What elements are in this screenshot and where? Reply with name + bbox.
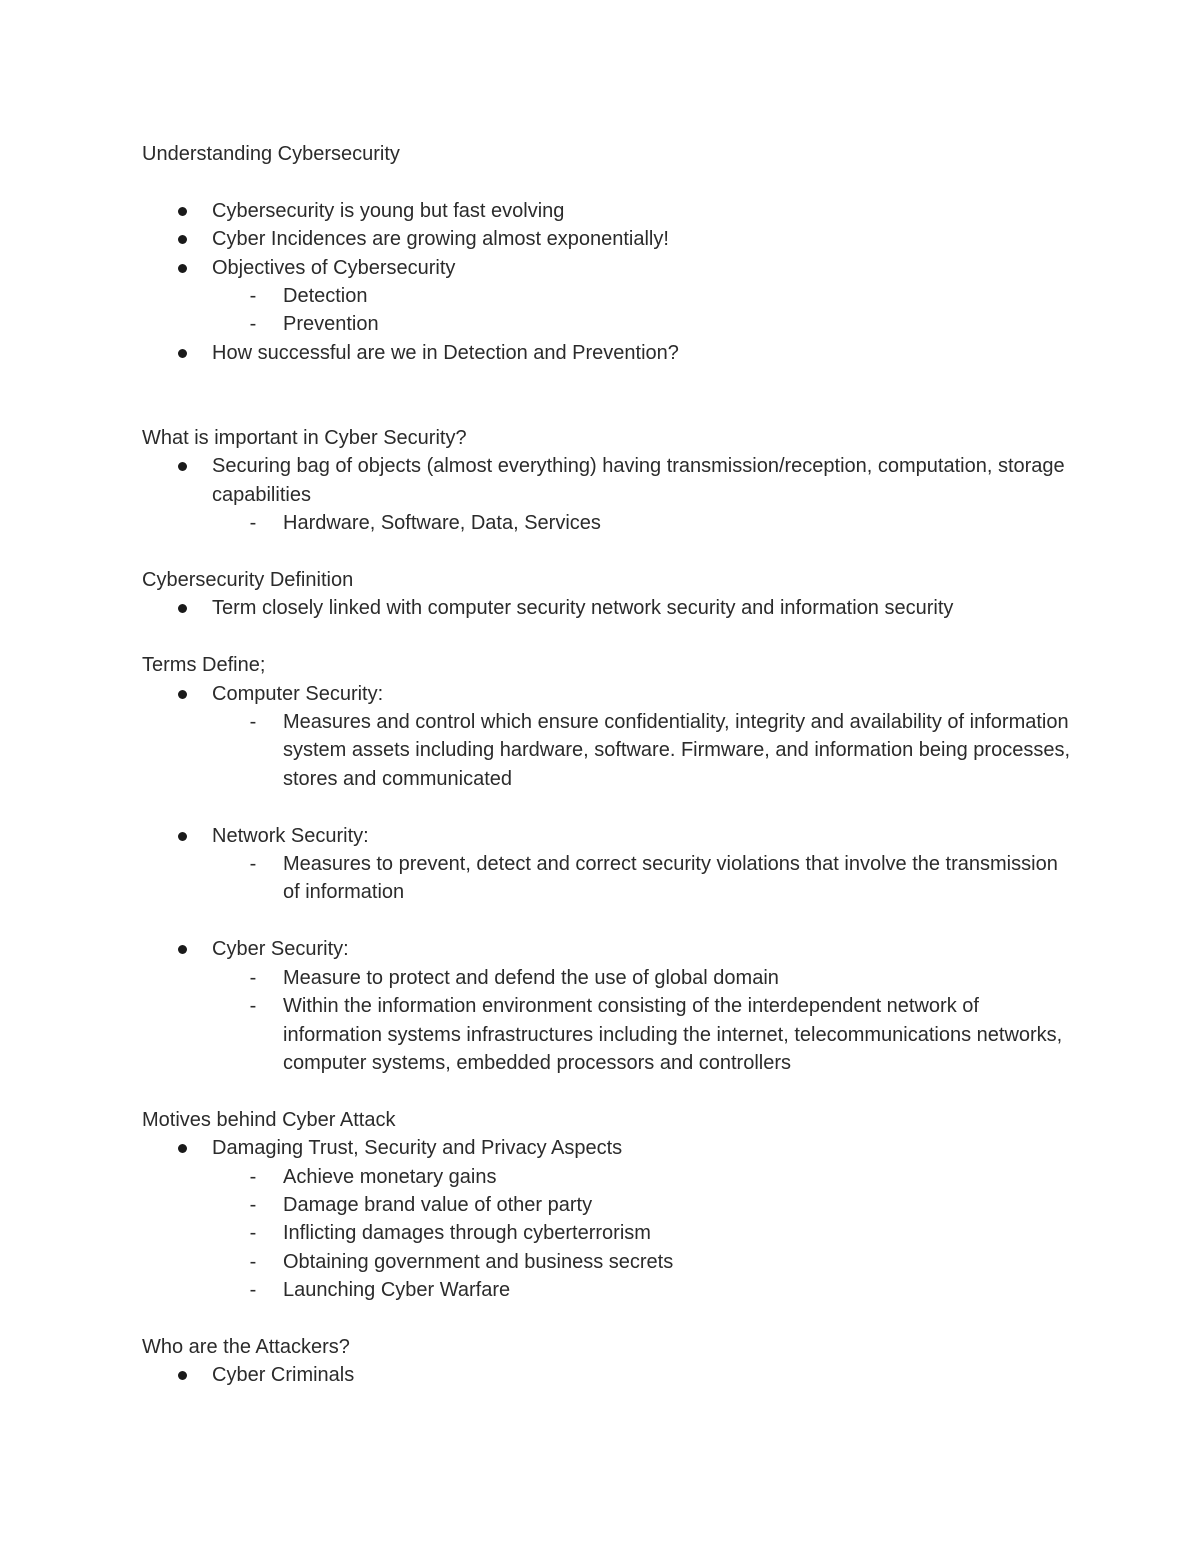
dash-icon: - — [249, 966, 257, 989]
dash-icon: - — [249, 1222, 257, 1245]
bullet-icon — [178, 264, 187, 273]
bullet-item — [212, 935, 1072, 1077]
sub-item — [249, 850, 1072, 907]
dash-icon: - — [249, 313, 257, 336]
bullet-list — [142, 1361, 1072, 1389]
bullet-text: Objectives of Cybersecurity — [212, 256, 456, 279]
sub-item — [249, 708, 1072, 793]
section-heading: Terms Define; — [142, 654, 266, 677]
bullet-item — [212, 254, 1072, 339]
bullet-icon — [178, 1144, 187, 1153]
bullet-icon — [178, 945, 187, 954]
dash-icon: - — [249, 711, 257, 734]
sub-item — [249, 1191, 1072, 1219]
bullet-icon — [178, 1371, 187, 1380]
sub-item — [249, 509, 1072, 537]
sub-text: Measures and control which ensure confidentiality, integrity and availability of information system assets including hardware, software. Firmware, and information being processes, stores and communicated — [283, 711, 1071, 790]
bullet-item — [212, 594, 1072, 622]
sub-list — [212, 1163, 1072, 1305]
sub-text: Hardware, Software, Data, Services — [283, 512, 601, 535]
sub-item — [249, 282, 1072, 310]
bullet-text: Securing bag of objects (almost everything) having transmission/reception, computation, storage capabilities — [212, 455, 1065, 506]
sub-item — [249, 1276, 1072, 1304]
sub-list — [212, 850, 1072, 907]
sub-item — [249, 310, 1072, 338]
bullet-text: Computer Security: — [212, 682, 384, 705]
dash-icon: - — [249, 1250, 257, 1273]
bullet-icon — [178, 207, 187, 216]
dash-icon: - — [249, 995, 257, 1018]
section-heading: Motives behind Cyber Attack — [142, 1108, 396, 1131]
sub-list — [212, 708, 1072, 793]
bullet-text: Cyber Incidences are growing almost exponentially! — [212, 228, 669, 251]
bullet-icon — [178, 832, 187, 841]
bullet-icon — [178, 462, 187, 471]
bullet-list — [142, 1134, 1072, 1304]
dash-icon: - — [249, 285, 257, 308]
bullet-list — [142, 452, 1072, 537]
section-heading: Cybersecurity Definition — [142, 569, 354, 592]
bullet-text: Network Security: — [212, 824, 369, 847]
bullet-list — [142, 197, 1072, 367]
bullet-icon — [178, 690, 187, 699]
sub-list — [212, 509, 1072, 537]
sub-list — [212, 964, 1072, 1078]
section-heading: What is important in Cyber Security? — [142, 427, 467, 450]
bullet-list — [142, 935, 1072, 1077]
bullet-item — [212, 339, 1072, 367]
sub-text: Prevention — [283, 313, 379, 336]
bullet-text: Cyber Security: — [212, 938, 349, 961]
bullet-item — [212, 1361, 1072, 1389]
sub-text: Measures to prevent, detect and correct security violations that involve the transmission of information — [283, 853, 1058, 904]
dash-icon: - — [249, 1193, 257, 1216]
section-cybersecurity-definition — [142, 566, 1072, 623]
document-page — [142, 140, 1072, 1390]
sub-text: Within the information environment consisting of the interdependent network of information systems infrastructures including the internet, telecommunications networks, computer systems, embedded processors and controllers — [283, 995, 1063, 1074]
bullet-item — [212, 197, 1072, 225]
sub-item — [249, 1248, 1072, 1276]
sub-item — [249, 1163, 1072, 1191]
sub-text: Inflicting damages through cyberterrorism — [283, 1222, 651, 1245]
bullet-text: How successful are we in Detection and Prevention? — [212, 341, 679, 364]
bullet-item — [212, 822, 1072, 907]
sub-text: Measure to protect and defend the use of global domain — [283, 966, 779, 989]
bullet-list — [142, 594, 1072, 622]
sub-item — [249, 992, 1072, 1077]
bullet-text: Cyber Criminals — [212, 1364, 355, 1387]
dash-icon: - — [249, 512, 257, 535]
dash-icon: - — [249, 1279, 257, 1302]
section-understanding-cybersecurity — [142, 140, 1072, 367]
sub-text: Detection — [283, 285, 368, 308]
bullet-icon — [178, 349, 187, 358]
bullet-text: Damaging Trust, Security and Privacy Aspects — [212, 1137, 623, 1160]
dash-icon: - — [249, 1165, 257, 1188]
sub-item — [249, 964, 1072, 992]
bullet-item — [212, 225, 1072, 253]
bullet-icon — [178, 235, 187, 244]
section-heading: Understanding Cybersecurity — [142, 143, 400, 165]
section-heading: Who are the Attackers? — [142, 1335, 350, 1358]
bullet-text: Term closely linked with computer security network security and information security — [212, 597, 954, 620]
bullet-list — [142, 680, 1072, 794]
bullet-item — [212, 1134, 1072, 1304]
section-what-is-important — [142, 424, 1072, 538]
sub-text: Damage brand value of other party — [283, 1193, 593, 1216]
bullet-text: Cybersecurity is young but fast evolving — [212, 199, 565, 222]
dash-icon: - — [249, 853, 257, 876]
sub-item — [249, 1219, 1072, 1247]
section-who-are-attackers — [142, 1333, 1072, 1390]
sub-text: Obtaining government and business secrets — [283, 1250, 674, 1273]
bullet-list — [142, 822, 1072, 907]
bullet-icon — [178, 604, 187, 613]
sub-text: Launching Cyber Warfare — [283, 1279, 511, 1302]
bullet-item — [212, 680, 1072, 794]
bullet-item — [212, 452, 1072, 537]
section-terms-define — [142, 651, 1072, 1077]
section-motives — [142, 1106, 1072, 1305]
sub-list — [212, 282, 1072, 339]
sub-text: Achieve monetary gains — [283, 1165, 497, 1188]
